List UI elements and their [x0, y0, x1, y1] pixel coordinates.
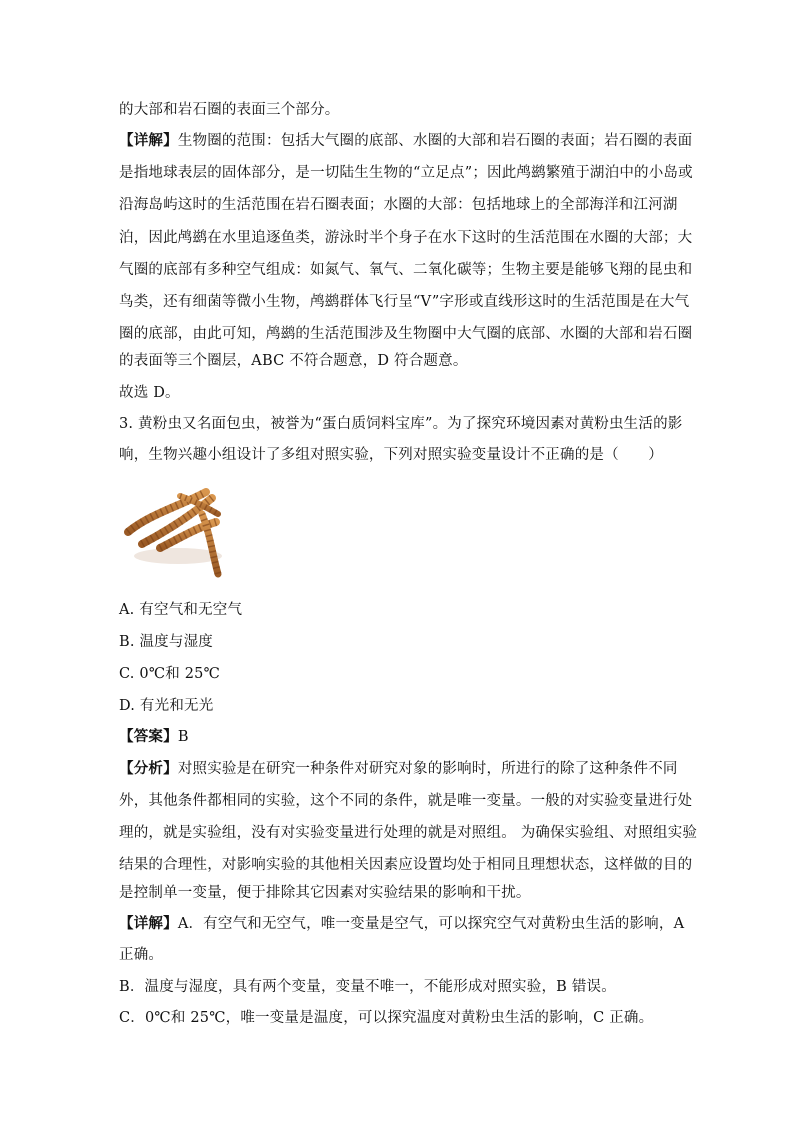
answer-line: 【答案】B [119, 728, 189, 745]
mealworm-image [120, 484, 232, 584]
detail-label: 【详解】 [119, 915, 178, 932]
text-line-7: 鸟类，还有细菌等微小生物，鸬鹚群体飞行呈“V”字形或直线形这时的生活范围是在大气 [119, 294, 690, 310]
analysis-line-1: 【分析】对照实验是在研究一种条件对研究对象的影响时，所进行的除了这种条件不同 [119, 760, 678, 777]
detail-line-4: C．0℃和 25℃，唯一变量是温度，可以探究温度对黄粉虫生活的影响，C 正确。 [119, 1010, 654, 1026]
analysis-line-4: 结果的合理性，对影响实验的其他相关因素应设置均处于相同且理想状态，这样做的目的 [119, 857, 693, 873]
detail-line-2: 正确。 [119, 947, 164, 963]
analysis-line-5: 是控制单一变量，便于排除其它因素对实验结果的影响和干扰。 [119, 885, 531, 901]
text-line-9: 的表面等三个圈层，ABC 不符合题意，D 符合题意。 [119, 353, 468, 369]
detail-line-3: B．温度与湿度，具有两个变量，变量不唯一，不能形成对照实验，B 错误。 [119, 979, 616, 995]
text-line-6: 气圈的底部有多种空气组成：如氮气、氧气、二氧化碳等；生物主要是能够飞翔的昆虫和 [119, 262, 693, 278]
option-d: D. 有光和无光 [119, 698, 214, 714]
question-stem-line-1: 3. 黄粉虫又名面包虫，被誉为“蛋白质饲料宝库”。为了探究环境因素对黄粉虫生活的影 [119, 416, 683, 432]
text-line-1: 的大部和岩石圈的表面三个部分。 [119, 102, 340, 118]
text-line-4: 沿海岛屿这时的生活范围在岩石圈表面；水圈的大部：包括地球上的全部海洋和江河湖 [119, 197, 678, 213]
option-b: B. 温度与湿度 [119, 634, 213, 650]
section-label: 【详解】 [119, 132, 178, 149]
text-line-8: 圈的底部，由此可知，鸬鹚的生活范围涉及生物圈中大气圈的底部、水圈的大部和岩石圈 [119, 326, 693, 342]
option-c: C. 0℃和 25℃ [119, 666, 221, 682]
text-line-3: 是指地球表层的固体部分，是一切陆生生物的“立足点”；因此鸬鹚繁殖于湖泊中的小岛或 [119, 165, 693, 181]
analysis-line-3: 理的，就是实验组，没有对实验变量进行处理的就是对照组。 为确保实验组、对照组实验 [119, 825, 698, 841]
text-line-5: 泊，因此鸬鹚在水里追逐鱼类，游泳时半个身子在水下这时的生活范围在水圈的大部；大 [119, 230, 693, 246]
analysis-line-2: 外，其他条件都相同的实验，这个不同的条件，就是唯一变量。一般的对实验变量进行处 [119, 793, 693, 809]
mealworm-icon [120, 484, 232, 584]
option-a: A. 有空气和无空气 [119, 602, 243, 618]
analysis-label: 【分析】 [119, 760, 178, 777]
answer-label: 【答案】 [119, 728, 178, 745]
detail-line-1: 【详解】A．有空气和无空气，唯一变量是空气，可以探究空气对黄粉虫生活的影响，A [119, 915, 685, 932]
text-line-10: 故选 D。 [119, 385, 180, 401]
text-line-2: 【详解】生物圈的范围：包括大气圈的底部、水圈的大部和岩石圈的表面；岩石圈的表面 [119, 132, 693, 149]
question-stem-line-2: 响，生物兴趣小组设计了多组对照实验，下列对照实验变量设计不正确的是（ ） [119, 447, 663, 463]
